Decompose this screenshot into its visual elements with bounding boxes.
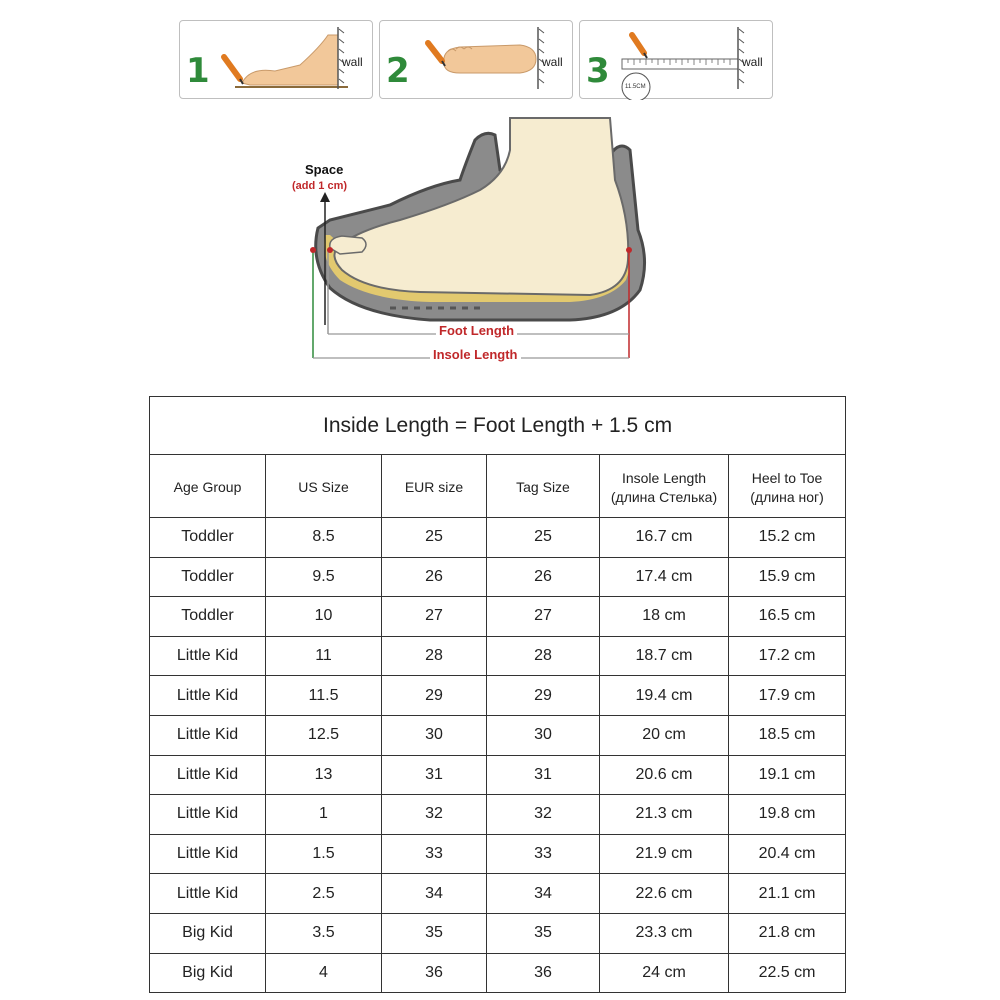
cell-tag-size: 29 <box>487 676 600 716</box>
cell-eur-size: 25 <box>382 518 487 558</box>
table-row <box>150 557 846 597</box>
header-insole-length-label: Insole Length <box>621 469 707 486</box>
cell-us-size: 4 <box>266 953 382 993</box>
cell-insole-length: 21.3 cm <box>600 795 729 835</box>
step-2-panel <box>379 20 573 99</box>
cell-age-group: Little Kid <box>150 755 266 795</box>
table-row <box>150 597 846 637</box>
cell-age-group: Little Kid <box>150 795 266 835</box>
shoe-fit-diagram <box>270 110 690 370</box>
cell-eur-size: 30 <box>382 715 487 755</box>
cell-tag-size: 34 <box>487 874 600 914</box>
cell-insole-length: 18 cm <box>600 597 729 637</box>
cell-age-group: Little Kid <box>150 636 266 676</box>
header-us-size <box>266 455 382 518</box>
cell-us-size: 13 <box>266 755 382 795</box>
table-row <box>150 636 846 676</box>
table-header-row <box>150 455 846 518</box>
cell-tag-size: 28 <box>487 636 600 676</box>
space-label: Space <box>305 162 344 177</box>
cell-eur-size: 27 <box>382 597 487 637</box>
cell-age-group: Big Kid <box>150 953 266 993</box>
table-row <box>150 874 846 914</box>
header-heel-to-toe-label: Heel to Toe <box>751 469 823 486</box>
step-3-number: 3 <box>586 51 610 91</box>
table-title: Inside Length = Foot Length + 1.5 cm <box>150 397 846 455</box>
cell-us-size: 11.5 <box>266 676 382 716</box>
cell-us-size: 9.5 <box>266 557 382 597</box>
cell-age-group: Toddler <box>150 518 266 558</box>
cell-tag-size: 31 <box>487 755 600 795</box>
cell-tag-size: 32 <box>487 795 600 835</box>
step-2-number: 2 <box>386 51 410 91</box>
size-chart-table <box>149 396 846 993</box>
cell-age-group: Little Kid <box>150 715 266 755</box>
cell-heel-to-toe: 22.5 cm <box>729 953 846 993</box>
cell-insole-length: 20 cm <box>600 715 729 755</box>
cell-us-size: 1.5 <box>266 834 382 874</box>
header-heel-to-toe-sub: (длина ног) <box>750 488 824 505</box>
step-1-wall-label: wall <box>342 55 363 69</box>
cell-heel-to-toe: 18.5 cm <box>729 715 846 755</box>
table-row <box>150 755 846 795</box>
cell-insole-length: 20.6 cm <box>600 755 729 795</box>
cell-heel-to-toe: 15.9 cm <box>729 557 846 597</box>
insole-length-label: Insole Length <box>430 347 521 362</box>
cell-eur-size: 36 <box>382 953 487 993</box>
step-3-wall-label: wall <box>742 55 763 69</box>
cell-us-size: 3.5 <box>266 913 382 953</box>
cell-eur-size: 32 <box>382 795 487 835</box>
cell-tag-size: 35 <box>487 913 600 953</box>
cell-us-size: 10 <box>266 597 382 637</box>
header-eur-size <box>382 455 487 518</box>
header-insole-length-sub: (длина Стелька) <box>610 488 718 505</box>
cell-heel-to-toe: 21.1 cm <box>729 874 846 914</box>
cell-tag-size: 25 <box>487 518 600 558</box>
table-row <box>150 795 846 835</box>
header-eur-size-label: EUR size <box>404 479 464 495</box>
header-tag-size <box>487 455 600 518</box>
step-1-panel <box>179 20 373 99</box>
table-row <box>150 518 846 558</box>
cell-insole-length: 24 cm <box>600 953 729 993</box>
table-row <box>150 676 846 716</box>
cell-age-group: Big Kid <box>150 913 266 953</box>
cell-age-group: Little Kid <box>150 676 266 716</box>
header-insole-length <box>600 455 729 518</box>
cell-us-size: 2.5 <box>266 874 382 914</box>
cell-tag-size: 33 <box>487 834 600 874</box>
header-tag-size-label: Tag Size <box>516 479 570 495</box>
cell-eur-size: 31 <box>382 755 487 795</box>
cell-insole-length: 18.7 cm <box>600 636 729 676</box>
cell-age-group: Toddler <box>150 557 266 597</box>
header-age-group <box>150 455 266 518</box>
cell-insole-length: 19.4 cm <box>600 676 729 716</box>
header-us-size-label: US Size <box>298 479 349 495</box>
cell-insole-length: 16.7 cm <box>600 518 729 558</box>
table-row <box>150 913 846 953</box>
cell-eur-size: 26 <box>382 557 487 597</box>
header-heel-to-toe <box>729 455 846 518</box>
cell-heel-to-toe: 20.4 cm <box>729 834 846 874</box>
cell-age-group: Toddler <box>150 597 266 637</box>
header-age-group-label: Age Group <box>173 479 242 495</box>
cell-eur-size: 35 <box>382 913 487 953</box>
space-note: (add 1 cm) <box>292 180 348 192</box>
cell-tag-size: 36 <box>487 953 600 993</box>
cell-heel-to-toe: 21.8 cm <box>729 913 846 953</box>
cell-heel-to-toe: 17.9 cm <box>729 676 846 716</box>
cell-heel-to-toe: 15.2 cm <box>729 518 846 558</box>
cell-eur-size: 33 <box>382 834 487 874</box>
cell-age-group: Little Kid <box>150 874 266 914</box>
cell-heel-to-toe: 19.8 cm <box>729 795 846 835</box>
cell-us-size: 12.5 <box>266 715 382 755</box>
step-2-wall-label: wall <box>542 55 563 69</box>
table-row <box>150 715 846 755</box>
cell-insole-length: 22.6 cm <box>600 874 729 914</box>
cell-us-size: 1 <box>266 795 382 835</box>
foot-length-label: Foot Length <box>436 323 517 338</box>
cell-heel-to-toe: 16.5 cm <box>729 597 846 637</box>
cell-heel-to-toe: 19.1 cm <box>729 755 846 795</box>
step-3-measure-tag: 11.5CM <box>625 84 646 90</box>
cell-us-size: 11 <box>266 636 382 676</box>
cell-insole-length: 23.3 cm <box>600 913 729 953</box>
cell-insole-length: 21.9 cm <box>600 834 729 874</box>
cell-eur-size: 34 <box>382 874 487 914</box>
cell-tag-size: 27 <box>487 597 600 637</box>
step-1-number: 1 <box>186 51 210 91</box>
cell-tag-size: 30 <box>487 715 600 755</box>
cell-eur-size: 29 <box>382 676 487 716</box>
table-row <box>150 953 846 993</box>
step-3-panel <box>579 20 773 99</box>
cell-insole-length: 17.4 cm <box>600 557 729 597</box>
cell-tag-size: 26 <box>487 557 600 597</box>
cell-eur-size: 28 <box>382 636 487 676</box>
table-row <box>150 834 846 874</box>
cell-us-size: 8.5 <box>266 518 382 558</box>
cell-age-group: Little Kid <box>150 834 266 874</box>
cell-heel-to-toe: 17.2 cm <box>729 636 846 676</box>
